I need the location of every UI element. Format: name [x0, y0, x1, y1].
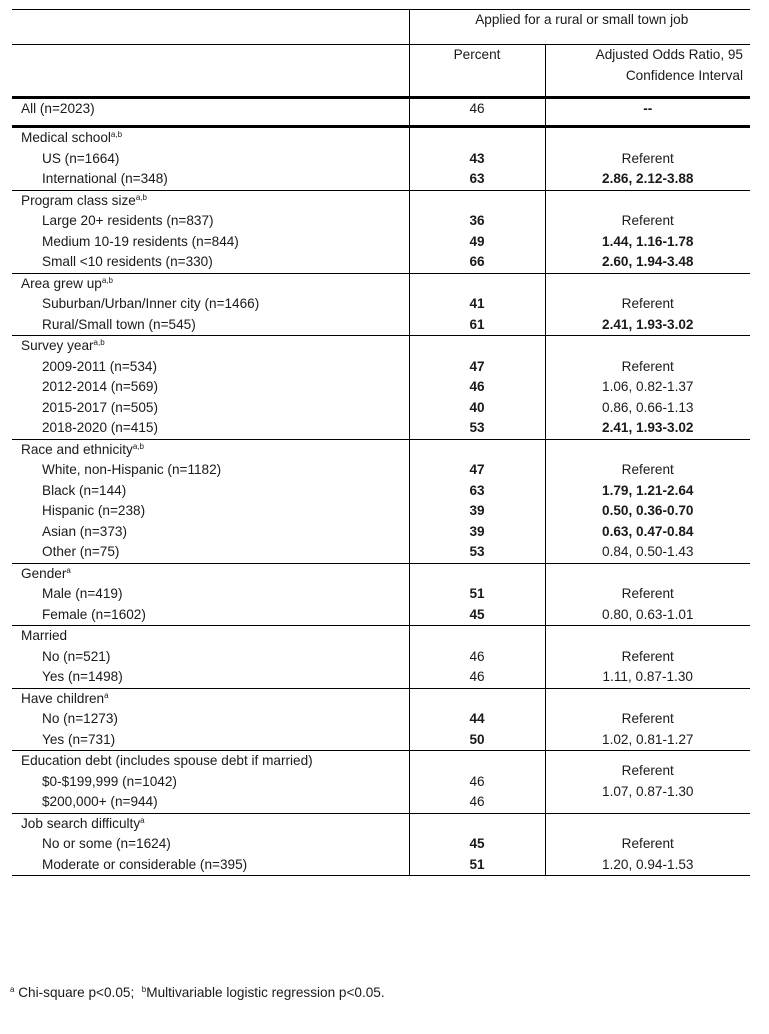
group-row — [12, 336, 750, 440]
header-blank-cell — [12, 45, 409, 98]
group-aor-cell — [545, 813, 750, 876]
group-label-cell — [12, 190, 409, 273]
row-label: Male (n=419) — [42, 586, 123, 601]
row-aor: 2.41, 1.93-3.02 — [602, 316, 694, 332]
footnote-b-mark: b — [141, 985, 147, 994]
row-label: 2009-2011 (n=534) — [42, 358, 158, 374]
row-percent: 63 — [469, 171, 485, 186]
group-label-cell — [12, 273, 409, 336]
group-title-superscript: a,b — [135, 192, 147, 202]
all-row-label: All (n=2023) — [21, 101, 95, 116]
group-label-cell — [12, 439, 409, 563]
row-label: International (n=348) — [42, 171, 168, 186]
group-aor-cell — [545, 439, 750, 563]
footnote — [10, 985, 385, 1000]
group-aor-cell — [545, 127, 750, 191]
row-aor: 0.86, 0.66-1.13 — [602, 399, 694, 415]
row-percent: 47 — [469, 358, 485, 374]
row-label: Suburban/Urban/Inner city (n=1466) — [42, 296, 260, 311]
group-label-cell — [12, 626, 409, 689]
group-row — [12, 751, 750, 814]
group-title-text: Job search difficulty — [21, 815, 141, 831]
results-table — [12, 9, 750, 876]
group-title — [21, 336, 409, 357]
group-row — [12, 688, 750, 751]
row-aor: 0.80, 0.63-1.01 — [602, 606, 694, 622]
row-percent: 39 — [469, 503, 485, 518]
group-percent-cell — [409, 813, 545, 876]
group-title — [21, 128, 409, 149]
group-title — [21, 564, 409, 585]
group-percent-cell — [409, 127, 545, 191]
group-title-text: Survey year — [21, 338, 94, 353]
row-aor: 1.20, 0.94-1.53 — [602, 856, 694, 872]
row-aor: 2.86, 2.12-3.88 — [602, 171, 694, 186]
row-aor: Referent — [621, 586, 674, 601]
header-row-sub — [12, 45, 750, 98]
group-row — [12, 190, 750, 273]
group-title — [21, 191, 409, 212]
row-label: Medium 10-19 residents (n=844) — [42, 233, 239, 249]
group-label-cell — [12, 336, 409, 440]
row-label: Yes (n=1498) — [42, 669, 123, 684]
row-aor: 1.02, 0.81-1.27 — [602, 731, 694, 747]
group-percent-cell — [409, 273, 545, 336]
row-aor: 1.79, 1.21-2.64 — [602, 482, 694, 498]
group-percent-cell — [409, 336, 545, 440]
row-aor: Referent — [621, 150, 674, 166]
row-label: 2012-2014 (n=569) — [42, 379, 159, 394]
row-aor: Referent — [621, 763, 674, 778]
row-percent: 46 — [469, 773, 485, 789]
row-aor: 0.50, 0.36-0.70 — [602, 503, 694, 518]
group-row — [12, 563, 750, 626]
group-label-cell — [12, 563, 409, 626]
row-aor: 1.06, 0.82-1.37 — [602, 379, 694, 394]
header-row-top — [12, 10, 750, 45]
row-percent: 36 — [469, 213, 485, 228]
group-aor-cell — [545, 273, 750, 336]
row-label: Female (n=1602) — [42, 606, 146, 622]
row-percent: 41 — [469, 296, 485, 311]
row-label: 2015-2017 (n=505) — [42, 399, 159, 415]
group-title-superscript: a,b — [132, 441, 144, 451]
row-label: Yes (n=731) — [42, 731, 116, 747]
row-percent: 46 — [469, 379, 485, 394]
group-title-text: Have children — [21, 690, 105, 706]
col-header-aor-line2: Confidence Interval — [625, 67, 743, 83]
row-percent: 46 — [469, 794, 485, 809]
row-label: Hispanic (n=238) — [42, 503, 146, 518]
row-percent: 51 — [469, 856, 485, 872]
footnote-b-text: Multivariable logistic regression p<0.05. — [146, 985, 385, 1000]
row-aor: Referent — [621, 213, 674, 228]
row-percent: 45 — [469, 606, 485, 622]
row-percent: 40 — [469, 399, 485, 415]
row-aor: 2.41, 1.93-3.02 — [602, 420, 694, 435]
row-label: $200,000+ (n=944) — [42, 794, 158, 809]
row-percent: 39 — [469, 523, 485, 539]
group-title-text: Race and ethnicity — [21, 441, 133, 457]
row-percent: 53 — [469, 544, 485, 559]
group-percent-cell — [409, 190, 545, 273]
col-header-percent-text: Percent — [453, 47, 501, 62]
col-header-aor-line1: Adjusted Odds Ratio, 95 — [595, 47, 743, 62]
group-aor-cell — [545, 336, 750, 440]
all-row-aor: -- — [545, 98, 750, 127]
row-label: No (n=521) — [42, 648, 111, 664]
row-percent: 50 — [469, 731, 485, 747]
row-label: Small <10 residents (n=330) — [42, 254, 213, 269]
group-percent-cell — [409, 688, 545, 751]
group-row — [12, 127, 750, 191]
group-aor-cell — [545, 190, 750, 273]
group-title — [21, 440, 409, 461]
group-title-superscript: a — [140, 815, 145, 825]
group-percent-cell — [409, 439, 545, 563]
row-label: No (n=1273) — [42, 711, 118, 726]
group-percent-cell — [409, 626, 545, 689]
row-aor: Referent — [621, 836, 674, 851]
group-title-superscript: a,b — [93, 338, 105, 347]
col-header-aor — [545, 45, 750, 98]
row-label: White, non-Hispanic (n=1182) — [42, 462, 222, 477]
group-title-superscript: a — [104, 690, 109, 700]
row-label: Large 20+ residents (n=837) — [42, 213, 214, 228]
row-label: No or some (n=1624) — [42, 836, 171, 851]
group-title-text: Gender — [21, 565, 67, 581]
group-title — [21, 274, 409, 295]
header-blank-cell — [12, 10, 409, 45]
spanning-header-text: Applied for a rural or small town job — [475, 12, 689, 27]
group-aor-cell — [545, 626, 750, 689]
group-title-superscript: a,b — [101, 275, 113, 285]
row-label: US (n=1664) — [42, 150, 120, 166]
group-title-text: Education debt (includes spouse debt if married) — [21, 753, 313, 768]
row-percent: 49 — [469, 233, 485, 249]
group-title — [21, 689, 409, 710]
row-label: 2018-2020 (n=415) — [42, 420, 159, 435]
group-title — [21, 814, 409, 835]
row-label: $0-$199,999 (n=1042) — [42, 773, 177, 789]
row-aor: Referent — [621, 358, 674, 374]
row-aor: Referent — [621, 648, 674, 664]
group-label-cell — [12, 688, 409, 751]
row-aor: 0.84, 0.50-1.43 — [602, 544, 694, 559]
group-title-superscript: a — [66, 565, 71, 575]
row-percent: 44 — [469, 711, 485, 726]
row-label: Rural/Small town (n=545) — [42, 316, 196, 332]
row-aor: 1.11, 0.87-1.30 — [602, 669, 693, 684]
group-title-text: Area grew up — [21, 275, 102, 291]
group-label-cell — [12, 127, 409, 191]
group-row — [12, 439, 750, 563]
row-percent: 53 — [469, 420, 485, 435]
row-aor: 1.07, 0.87-1.30 — [602, 783, 694, 799]
group-row — [12, 273, 750, 336]
spanning-header — [409, 10, 750, 45]
row-percent: 51 — [469, 586, 485, 601]
group-aor-cell — [545, 563, 750, 626]
group-label-cell — [12, 813, 409, 876]
row-label: Black (n=144) — [42, 482, 127, 498]
group-row — [12, 626, 750, 689]
row-aor: Referent — [621, 462, 674, 477]
group-percent-cell — [409, 751, 545, 814]
row-label: Other (n=75) — [42, 544, 120, 559]
group-title — [21, 751, 409, 772]
row-percent: 45 — [469, 836, 485, 851]
footnote-a-text: Chi-square p<0.05; — [18, 985, 135, 1000]
group-title-superscript: a,b — [110, 130, 123, 139]
row-percent: 61 — [469, 316, 485, 332]
group-title — [21, 626, 409, 647]
all-row-percent: 46 — [409, 98, 545, 127]
row-aor: Referent — [621, 711, 674, 726]
group-title-text: Medical school — [21, 130, 111, 145]
group-percent-cell — [409, 563, 545, 626]
row-percent: 46 — [469, 669, 485, 684]
row-aor: 2.60, 1.94-3.48 — [602, 254, 694, 269]
row-label: Moderate or considerable (n=395) — [42, 856, 248, 872]
footnote-a-mark: a — [10, 985, 15, 994]
group-aor-cell — [545, 751, 750, 814]
row-aor: Referent — [621, 296, 674, 311]
group-title-text: Program class size — [21, 192, 136, 208]
col-header-percent — [409, 45, 545, 98]
row-percent: 47 — [469, 462, 485, 477]
group-label-cell — [12, 751, 409, 814]
row-percent: 46 — [469, 648, 485, 664]
row-aor: 1.44, 1.16-1.78 — [602, 233, 694, 249]
row-percent: 63 — [469, 482, 485, 498]
all-row — [12, 98, 750, 127]
group-row — [12, 813, 750, 876]
row-label: Asian (n=373) — [42, 523, 128, 539]
group-title-text: Married — [21, 628, 68, 643]
row-aor: 0.63, 0.47-0.84 — [602, 523, 694, 539]
row-percent: 66 — [469, 254, 485, 269]
row-percent: 43 — [469, 150, 485, 166]
group-aor-cell — [545, 688, 750, 751]
